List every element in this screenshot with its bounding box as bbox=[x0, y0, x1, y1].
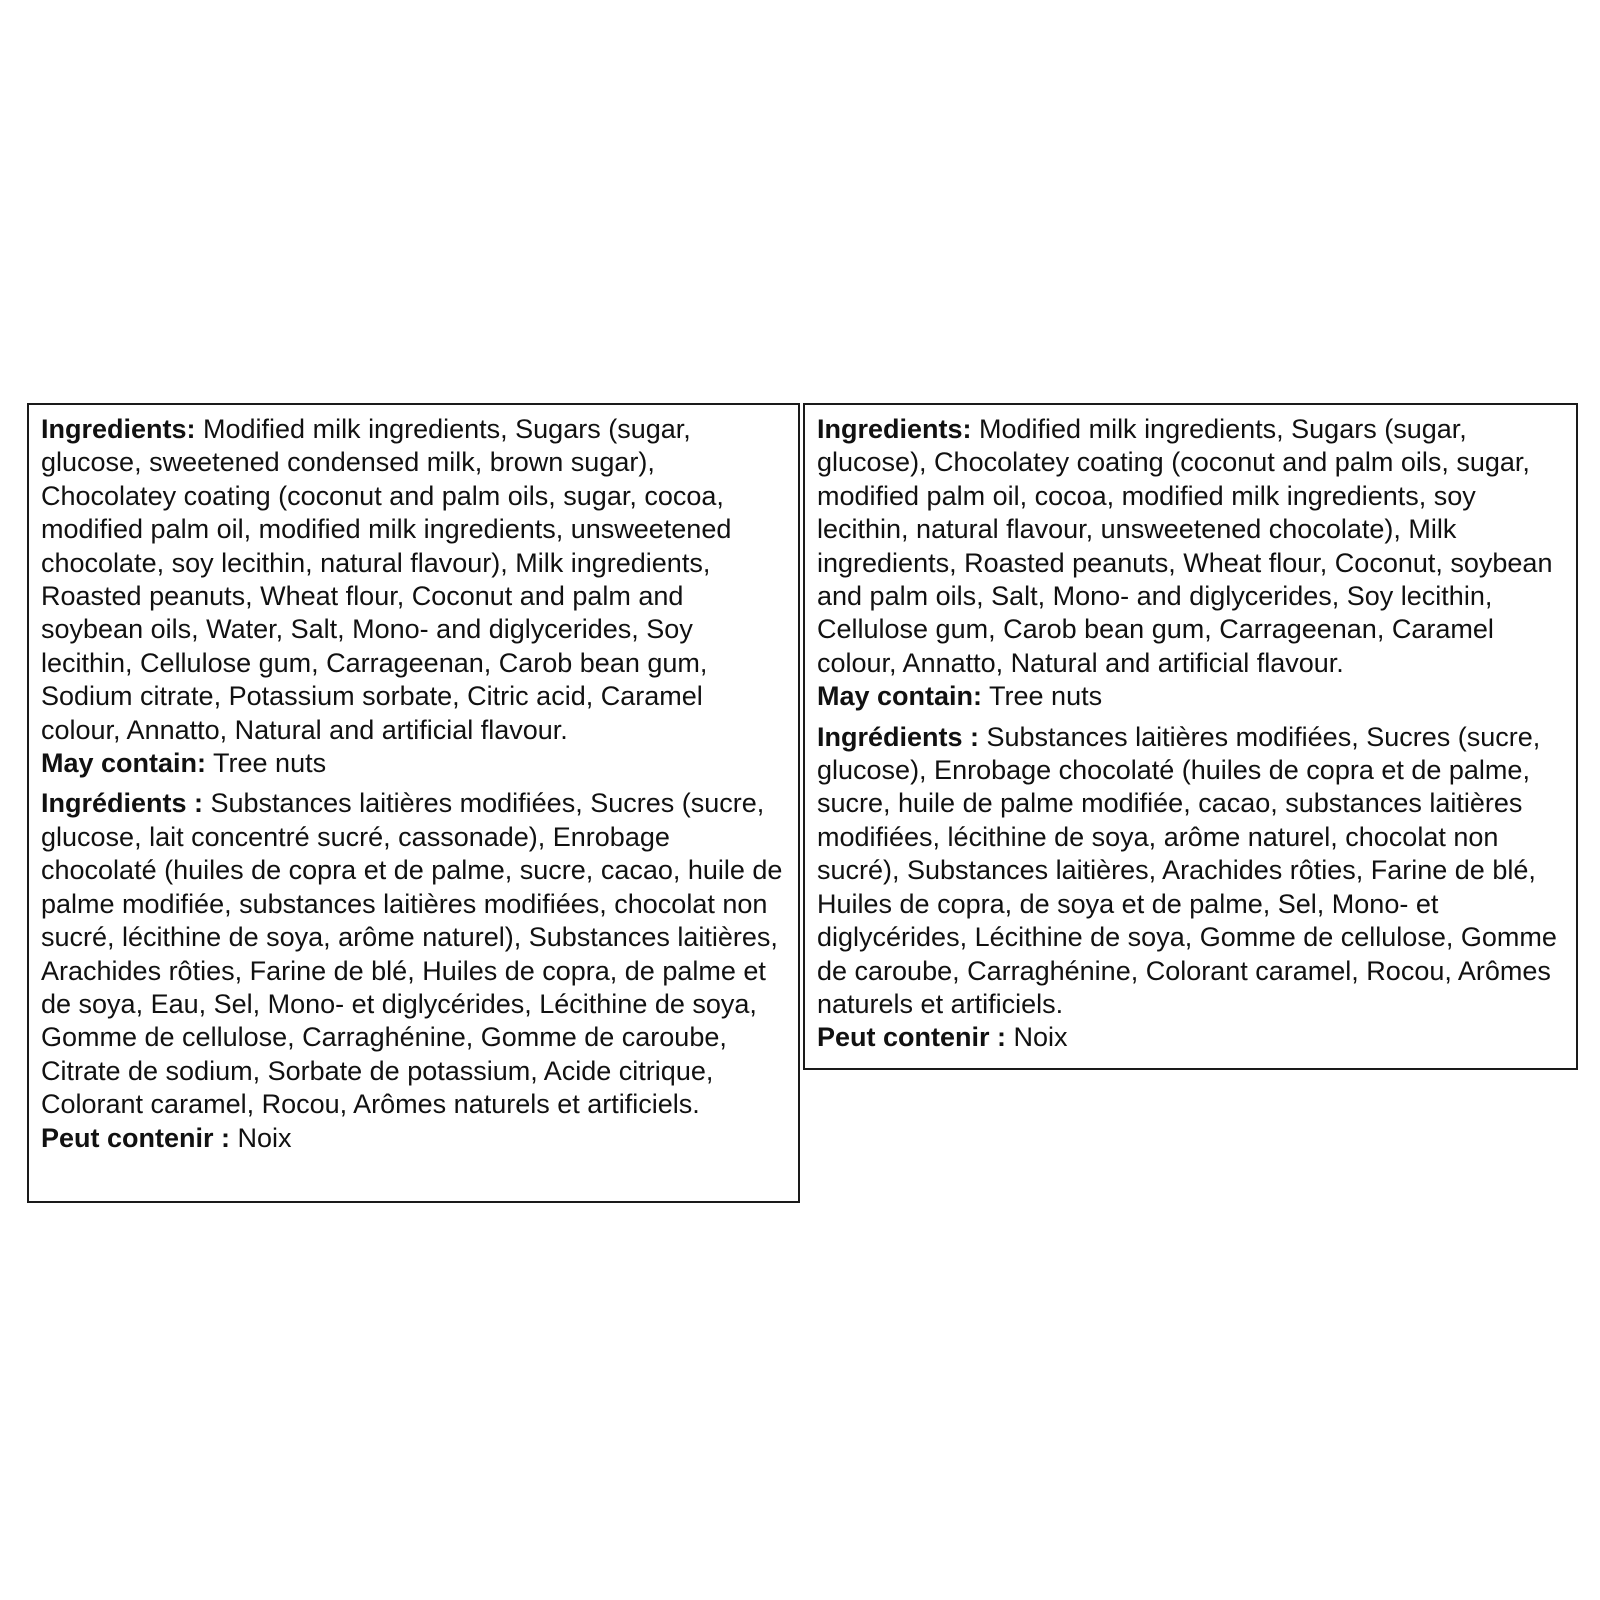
french-may-contain-text: Noix bbox=[1006, 1022, 1068, 1053]
english-may-contain-label: May contain: bbox=[41, 748, 207, 779]
french-may-contain-label: Peut contenir : bbox=[41, 1122, 231, 1153]
english-ingredients-text: Modified milk ingredients, Sugars (sugar, glucose, sweetened condensed milk, brown sugar), Chocolatey coating (coconut and palm oils, sugar, cocoa, modified palm oil, modified milk ingredients, unsweetened chocolate, soy lecithin, natural flavour), Milk ingredients, Roasted peanuts, Wheat flour, Coconut and palm and soybean oils, Water, Salt, Mono- and diglycerides, Soy lecithin, Cellulose gum, Carrageenan, Carob bean gum, Sodium citrate, Potassium sorbate, Citric acid, Caramel colour, Annatto, Natural and artificial flavour. bbox=[41, 414, 732, 745]
french-ingredients-text: Substances laitières modifiées, Sucres (sucre, glucose), Enrobage chocolaté (huiles de copra et de palme, sucre, huile de palme modifiée, cacao, substances laitières modifiées, lécithine de soya, arôme naturel, chocolat non sucré), Substances laitières, Arachides rôties, Farine de blé, Huiles de copra, de soya et de palme, Sel, Mono- et diglycérides, Lécithine de soya, Gomme de cellulose, Gomme de caroube, Carraghénine, Colorant caramel, Rocou, Arômes naturels et artificiels. bbox=[817, 721, 1557, 1019]
french-ingredients-label: Ingrédients : bbox=[817, 721, 980, 752]
french-ingredients-label: Ingrédients : bbox=[41, 788, 204, 819]
english-may-contain-text: Tree nuts bbox=[982, 681, 1103, 712]
english-may-contain-label: May contain: bbox=[817, 681, 983, 712]
english-ingredients bbox=[817, 413, 1564, 680]
french-ingredients bbox=[817, 721, 1564, 1022]
french-ingredients bbox=[41, 787, 786, 1121]
english-ingredients-label: Ingredients: bbox=[817, 414, 972, 444]
ingredients-panel-right bbox=[803, 403, 1578, 1070]
ingredients-panel-left bbox=[27, 403, 800, 1203]
french-ingredients-text: Substances laitières modifiées, Sucres (sucre, glucose, lait concentré sucré, cassonade), Enrobage chocolaté (huiles de copra et de palme, sucre, cacao, huile de palme modifiée, substances laitières modifiées, chocolat non sucré, lécithine de soya, arôme naturel), Substances laitières, Arachides rôties, Farine de blé, Huiles de copra, de palme et de soya, Eau, Sel, Mono- et diglycérides, Lécithine de soya, Gomme de cellulose, Carraghénine, Gomme de caroube, Citrate de sodium, Sorbate de potassium, Acide citrique, Colorant caramel, Rocou, Arômes naturels et artificiels. bbox=[41, 788, 783, 1120]
french-allergen-statement bbox=[817, 1021, 1564, 1054]
english-allergen-statement bbox=[817, 680, 1564, 713]
english-allergen-statement bbox=[41, 747, 786, 780]
french-may-contain-label: Peut contenir : bbox=[817, 1022, 1007, 1053]
french-may-contain-text: Noix bbox=[230, 1122, 292, 1153]
english-may-contain-text: Tree nuts bbox=[206, 748, 327, 779]
english-ingredients-label: Ingredients: bbox=[41, 414, 196, 444]
english-ingredients-text: Modified milk ingredients, Sugars (sugar, glucose), Chocolatey coating (coconut and palm oils, sugar, modified palm oil, cocoa, modified milk ingredients, soy lecithin, natural flavour, unsweetened chocolate), Milk ingredients, Roasted peanuts, Wheat flour, Coconut, soybean and palm oils, Salt, Mono- and diglycerides, Soy lecithin, Cellulose gum, Carob bean gum, Carrageenan, Caramel colour, Annatto, Natural and artificial flavour. bbox=[817, 414, 1553, 678]
english-ingredients bbox=[41, 413, 786, 747]
french-allergen-statement bbox=[41, 1122, 786, 1155]
